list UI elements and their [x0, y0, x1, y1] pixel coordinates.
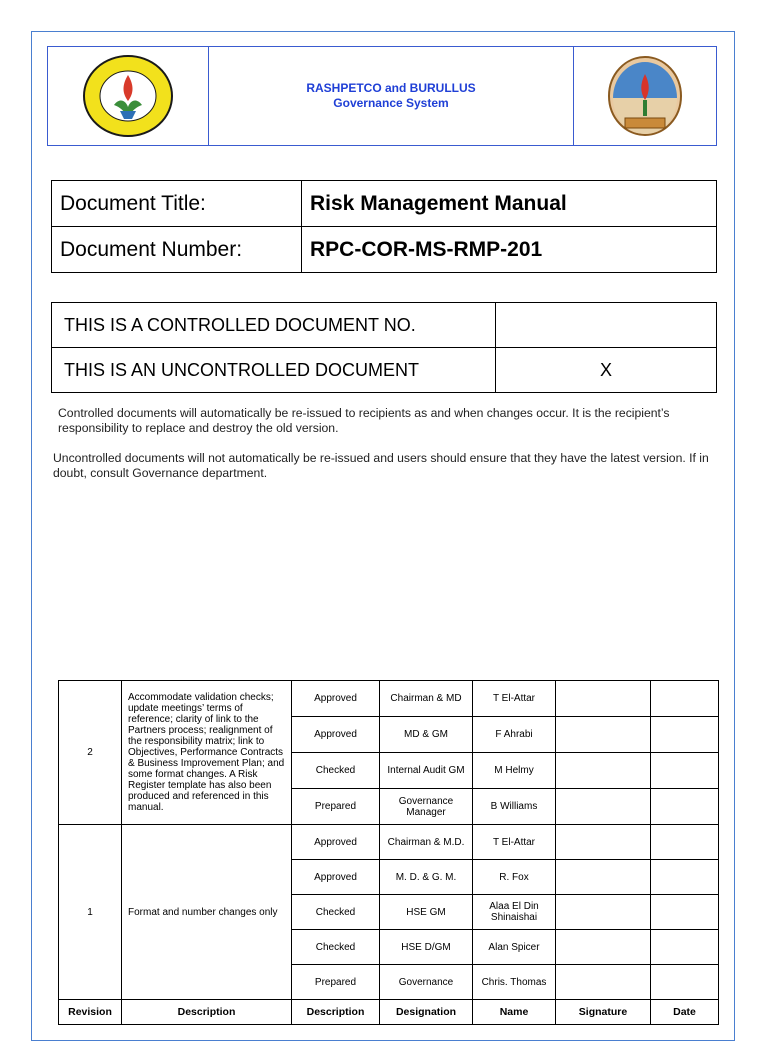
- header-title-line1: RASHPETCO and BURULLUS: [306, 81, 476, 95]
- document-number-label: Document Number:: [52, 227, 302, 273]
- revision-name: Alan Spicer: [473, 930, 556, 965]
- revision-number: 2: [59, 681, 122, 825]
- revision-name: Chris. Thomas: [473, 965, 556, 1000]
- revision-designation: HSE GM: [380, 895, 473, 930]
- revision-designation: HSE D/GM: [380, 930, 473, 965]
- revision-action: Prepared: [292, 789, 380, 825]
- table-header-row: [59, 1000, 719, 1025]
- revision-name: F Ahrabi: [473, 717, 556, 753]
- revision-date: [651, 717, 719, 753]
- rashpetco-logo-cell: [48, 47, 209, 145]
- header-name: Name: [473, 1000, 556, 1025]
- revision-action: Checked: [292, 930, 380, 965]
- header-description: Description: [122, 1000, 292, 1025]
- revision-action: Checked: [292, 895, 380, 930]
- controlled-document-label: THIS IS A CONTROLLED DOCUMENT NO.: [52, 303, 496, 348]
- header-revision: Revision: [59, 1000, 122, 1025]
- revision-name: R. Fox: [473, 860, 556, 895]
- revision-action: Approved: [292, 717, 380, 753]
- control-status-table: [51, 302, 717, 393]
- table-row: [59, 825, 719, 860]
- revision-signature: [556, 681, 651, 717]
- revision-signature: [556, 717, 651, 753]
- revision-action: Approved: [292, 860, 380, 895]
- uncontrolled-documents-note: Uncontrolled documents will not automatically be re-issued and users should ensure that they have the latest version. If in doubt, consult Governance department.: [53, 451, 709, 480]
- document-title-label: Document Title:: [52, 181, 302, 227]
- revision-description: Format and number changes only: [122, 825, 292, 1000]
- revision-description: Accommodate validation checks; update meetings’ terms of reference; clarity of link to the Partners process; realignment of the responsibility matrix; link to Objectives, Performance Contracts & Business Improvement Plan; and some format changes. A Risk Register template has also been produced and referenced in this manual.: [122, 681, 292, 825]
- header-title-line2: Governance System: [333, 96, 449, 110]
- revision-date: [651, 860, 719, 895]
- revision-number: 1: [59, 825, 122, 1000]
- table-row: [59, 681, 719, 717]
- revision-date: [651, 789, 719, 825]
- revision-signature: [556, 789, 651, 825]
- revision-action: Checked: [292, 753, 380, 789]
- document-number-value: RPC-COR-MS-RMP-201: [302, 227, 717, 273]
- header-title: [209, 47, 573, 145]
- revision-signature: [556, 753, 651, 789]
- revision-designation: M. D. & G. M.: [380, 860, 473, 895]
- burullus-logo-icon: [607, 54, 683, 138]
- header-designation: Designation: [380, 1000, 473, 1025]
- revision-action: Approved: [292, 681, 380, 717]
- revision-action: Prepared: [292, 965, 380, 1000]
- revision-signature: [556, 860, 651, 895]
- revision-action: Approved: [292, 825, 380, 860]
- uncontrolled-document-label: THIS IS AN UNCONTROLLED DOCUMENT: [52, 348, 496, 393]
- revision-signature: [556, 895, 651, 930]
- revision-date: [651, 753, 719, 789]
- revision-date: [651, 965, 719, 1000]
- burullus-logo-cell: [573, 47, 716, 145]
- revision-signature: [556, 825, 651, 860]
- controlled-document-value: [496, 303, 717, 348]
- revision-designation: MD & GM: [380, 717, 473, 753]
- revision-date: [651, 895, 719, 930]
- revision-designation: Chairman & MD: [380, 681, 473, 717]
- header-date: Date: [651, 1000, 719, 1025]
- revision-signature: [556, 930, 651, 965]
- revision-table: [58, 680, 719, 1025]
- revision-designation: Governance Manager: [380, 789, 473, 825]
- document-title-value: Risk Management Manual: [302, 181, 717, 227]
- document-header: [47, 46, 717, 146]
- controlled-documents-note: Controlled documents will automatically be re-issued to recipients as and when changes occur. It is the recipient’s responsibility to replace and destroy the old version.: [58, 406, 670, 435]
- revision-name: B Williams: [473, 789, 556, 825]
- header-signature: Signature: [556, 1000, 651, 1025]
- revision-signature: [556, 965, 651, 1000]
- revision-date: [651, 681, 719, 717]
- uncontrolled-document-mark: X: [496, 348, 717, 393]
- revision-designation: Chairman & M.D.: [380, 825, 473, 860]
- revision-date: [651, 930, 719, 965]
- revision-designation: Governance: [380, 965, 473, 1000]
- header-action: Description: [292, 1000, 380, 1025]
- revision-name: Alaa El Din Shinaishai: [473, 895, 556, 930]
- revision-name: T El-Attar: [473, 825, 556, 860]
- revision-date: [651, 825, 719, 860]
- rashpetco-logo-icon: [80, 51, 176, 141]
- revision-name: M Helmy: [473, 753, 556, 789]
- revision-designation: Internal Audit GM: [380, 753, 473, 789]
- document-info-table: [51, 180, 717, 273]
- revision-name: T El-Attar: [473, 681, 556, 717]
